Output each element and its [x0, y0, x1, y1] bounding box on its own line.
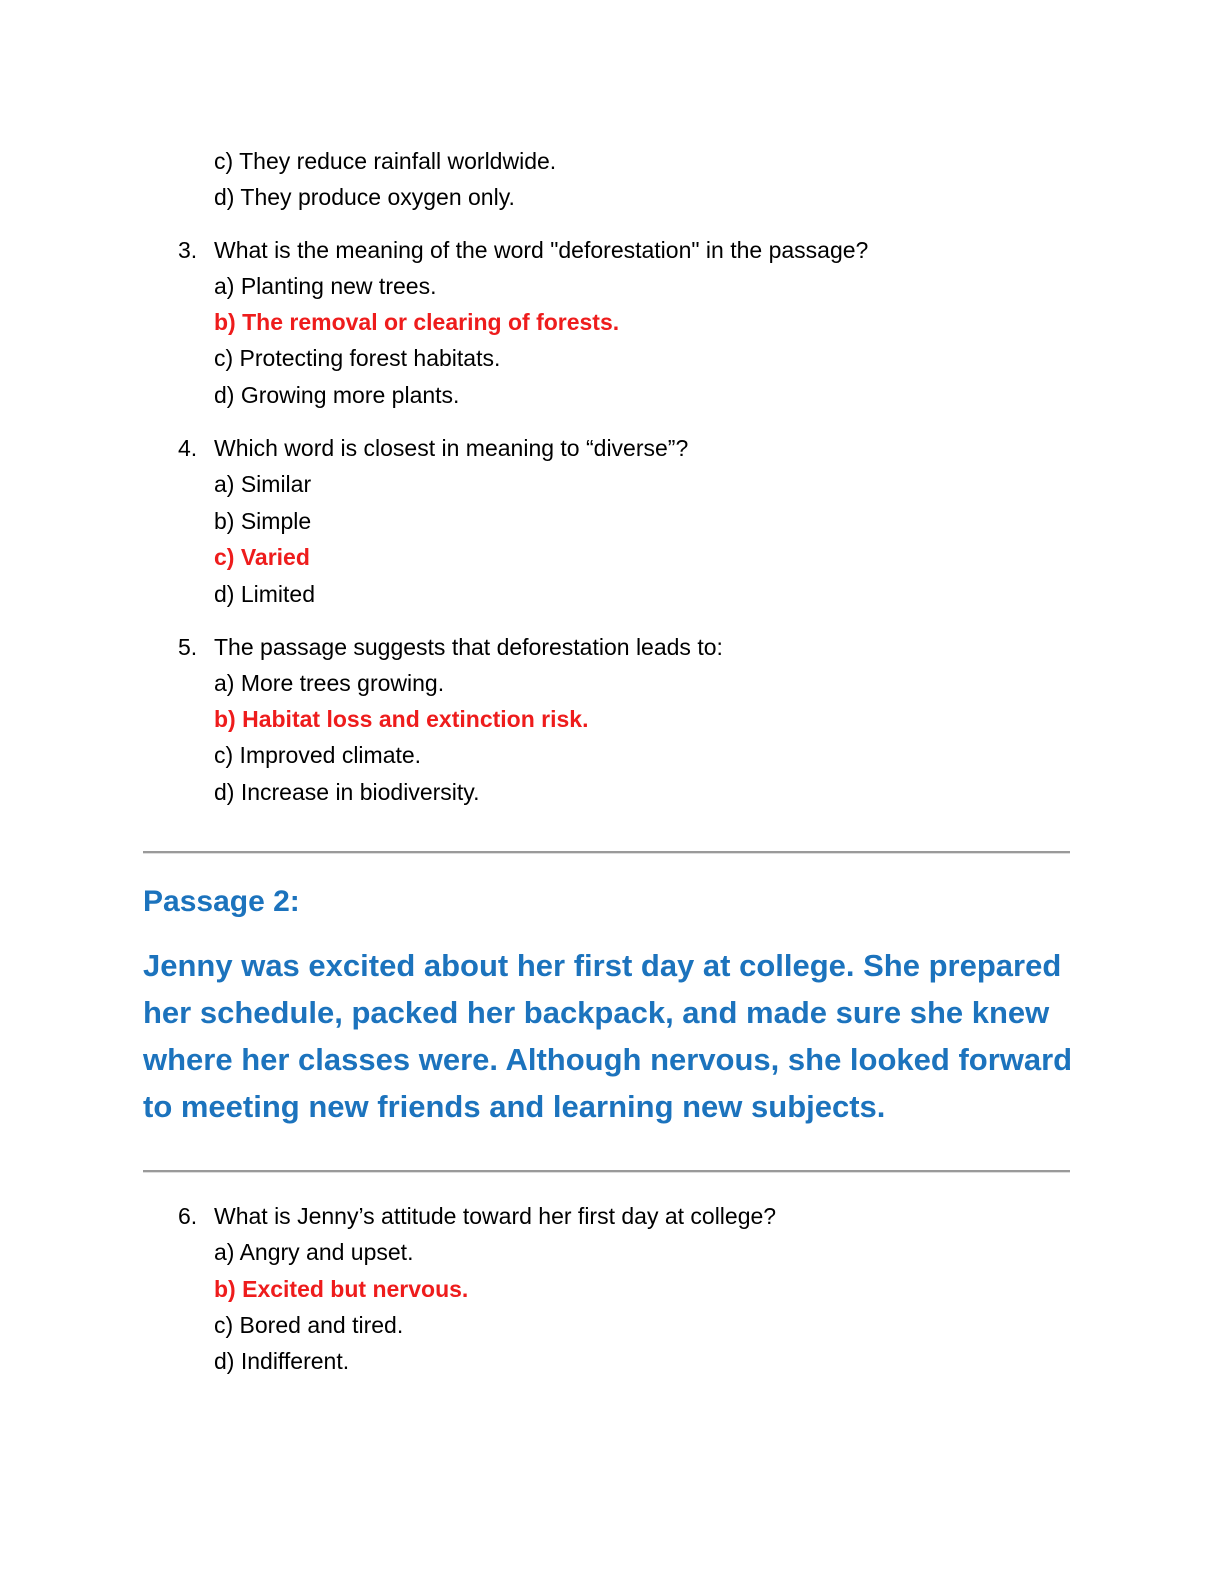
option-q5-b-correct: b) Habitat loss and extinction risk. [214, 706, 589, 732]
question-text: What is the meaning of the word "deforestation" in the passage? [214, 237, 869, 263]
question-6 [178, 1202, 776, 1230]
option-q4-d: d) Limited [214, 581, 315, 607]
question-number: 5. [178, 634, 198, 660]
option-q4-b: b) Simple [214, 508, 312, 534]
option-q6-b-correct: b) Excited but nervous. [214, 1276, 469, 1302]
option-q3-d: d) Growing more plants. [214, 382, 460, 408]
option-q6-a: a) Angry and upset. [214, 1239, 414, 1265]
option-q3-c: c) Protecting forest habitats. [214, 345, 501, 371]
question-number: 6. [178, 1203, 198, 1229]
option-q3-a: a) Planting new trees. [214, 273, 437, 299]
question-3 [178, 236, 868, 264]
question-4 [178, 434, 688, 462]
option-q4-a: a) Similar [214, 471, 312, 497]
passage-2-text: Jenny was excited about her first day at college. She prepared her schedule, packed her backpack, and made sure she knew where her classes were. Although nervous, she looked forward to meeting new friends and learning new subjects. [143, 948, 1073, 1124]
option-q6-d: d) Indifferent. [214, 1348, 350, 1374]
question-text: Which word is closest in meaning to “diverse”? [214, 435, 689, 461]
question-5 [178, 633, 723, 661]
option-q2-c: c) They reduce rainfall worldwide. [214, 148, 557, 174]
horizontal-rule-top [143, 851, 1070, 853]
option-q5-c: c) Improved climate. [214, 742, 422, 768]
option-q3-b-correct: b) The removal or clearing of forests. [214, 309, 620, 335]
passage-2-heading: Passage 2: [143, 885, 300, 918]
option-q5-a: a) More trees growing. [214, 670, 445, 696]
question-number: 4. [178, 435, 198, 461]
option-q2-d: d) They produce oxygen only. [214, 184, 515, 210]
question-text: What is Jenny’s attitude toward her first day at college? [214, 1203, 777, 1229]
option-q6-c: c) Bored and tired. [214, 1312, 404, 1338]
horizontal-rule-bottom [143, 1170, 1070, 1172]
option-q4-c-correct: c) Varied [214, 544, 310, 570]
option-q5-d: d) Increase in biodiversity. [214, 779, 480, 805]
question-number: 3. [178, 237, 198, 263]
question-text: The passage suggests that deforestation leads to: [214, 634, 723, 660]
